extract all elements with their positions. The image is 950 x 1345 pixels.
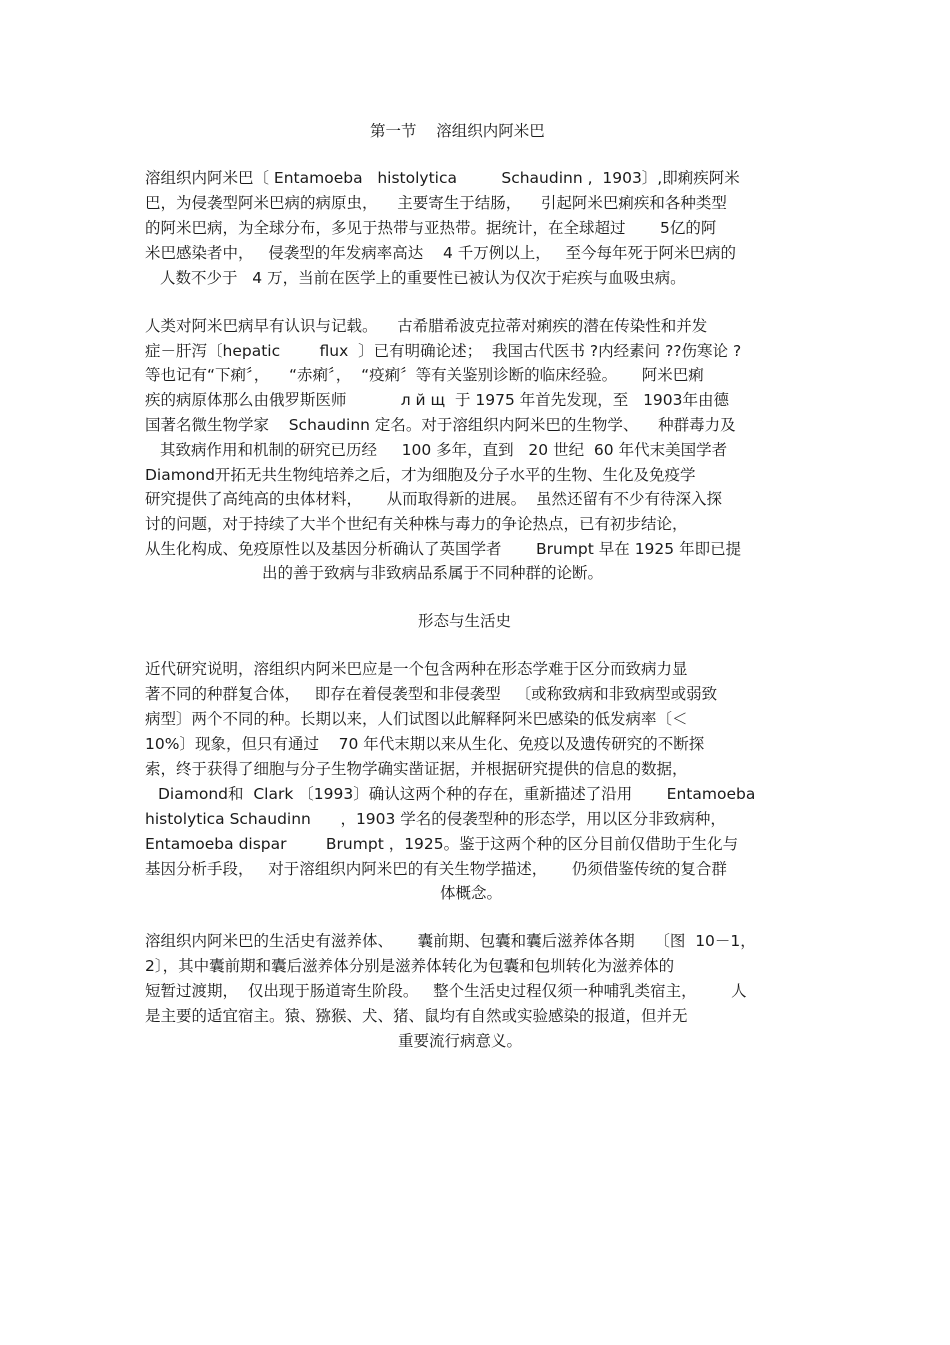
morphology-line: Diamond和 Clark 〔1993〕确认这两个种的存在，重新描述了沿用 Entamoeba: [158, 785, 756, 803]
history-line: Diamond开拓无共生物纯培养之后，才为细胞及分子水平的生物、生化及免疫学: [145, 466, 696, 484]
subheading-morphology: 形态与生活史: [418, 612, 512, 630]
morphology-line: 近代研究说明，溶组织内阿米巴应是一个包含两种在形态学难于区分而致病力显: [145, 660, 688, 678]
morphology-line: 基因分析手段， 对于溶组织内阿米巴的有关生物学描述， 仍须借鉴传统的复合群: [145, 860, 727, 878]
history-line: 人类对阿米巴病早有认识与记载。 古希腊希波克拉蒂对痢疾的潜在传染性和并发: [145, 317, 708, 335]
intro-line: 的阿米巴病，为全球分布，多见于热带与亚热带。据统计，在全球超过 5亿的阿: [145, 219, 717, 237]
history-line: 出的善于致病与非致病品系属于不同种群的论断。: [262, 564, 604, 582]
section-title: 第一节 溶组织内阿米巴: [370, 122, 545, 140]
life-cycle-line: 溶组织内阿米巴的生活史有滋养体、 囊前期、包囊和囊后滋养体各期 〔图 10－1，: [145, 932, 756, 950]
morphology-line: histolytica Schaudinn ，1903 学名的侵袭型种的形态学，用以区分非致病种，: [145, 810, 726, 828]
life-cycle-line: 重要流行病意义。: [398, 1032, 523, 1050]
life-cycle-line: 是主要的适宜宿主。猿、猕猴、犬、猪、鼠均有自然或实验感染的报道，但并无: [145, 1007, 688, 1025]
morphology-line: 著不同的种群复合体， 即存在着侵袭型和非侵袭型 〔或称致病和非致病型或弱致: [145, 685, 718, 703]
life-cycle-line: 短暂过渡期， 仅出现于肠道寄生阶段。 整个生活史过程仅须一种哺乳类宿主， 人: [145, 982, 747, 1000]
history-line: 国著名微生物学家 Schaudinn 定名。对于溶组织内阿米巴的生物学、 种群毒力及: [145, 416, 736, 434]
history-line: 其致病作用和机制的研究已历经 100 多年，直到 20 世纪 60 年代末美国学者: [160, 441, 728, 459]
morphology-line: 体概念。: [440, 884, 503, 902]
history-line: 研究提供了高纯高的虫体材料， 从而取得新的进展。 虽然还留有不少有待深入探: [145, 490, 722, 508]
intro-line: 人数不少于 4 万，当前在医学上的重要性已被认为仅次于疟疾与血吸虫病。: [160, 269, 686, 287]
history-line: 疾的病原体那么由俄罗斯医师 л й щ 于 1975 年首先发现，至 1903年由德: [145, 391, 730, 409]
intro-line: 溶组织内阿米巴〔 Entamoeba histolytica Schaudinn , 1903〕,即痢疾阿米: [145, 169, 740, 187]
history-line: 讨的问题，对于持续了大半个世纪有关种株与毒力的争论热点，已有初步结论，: [145, 515, 688, 533]
history-line: 症－肝泻〔hepatic flux 〕已有明确论述； 我国古代医书 ?内经素问 ??伤寒论 ?: [145, 342, 742, 360]
morphology-line: 10%〕现象，但只有通过 70 年代末期以来从生化、免疫以及遗传研究的不断探: [145, 735, 705, 753]
history-line: 从生化构成、免疫原性以及基因分析确认了英国学者 Brumpt 早在 1925 年即已提: [145, 540, 742, 558]
life-cycle-line: 2〕，其中囊前期和囊后滋养体分别是滋养体转化为包囊和包圳转化为滋养体的: [145, 957, 675, 975]
history-line: 等也记有“下痢〞， “赤痢〞， “疫痢〞等有关鉴别诊断的临床经验。 阿米巴痢: [145, 366, 704, 384]
morphology-line: 索，终于获得了细胞与分子生物学确实凿证据，并根据研究提供的信息的数据，: [145, 760, 688, 778]
intro-line: 米巴感染者中， 侵袭型的年发病率高达 4 千万例以上， 至今每年死于阿米巴病的: [145, 244, 737, 262]
intro-line: 巴，为侵袭型阿米巴病的病原虫， 主要寄生于结肠， 引起阿米巴痢疾和各种类型: [145, 194, 727, 212]
morphology-line: 病型〕两个不同的种。长期以来，人们试图以此解释阿米巴感染的低发病率〔＜: [145, 710, 688, 728]
morphology-line: Entamoeba dispar Brumpt ，1925。鉴于这两个种的区分目前仅借助于生化与: [145, 835, 739, 853]
